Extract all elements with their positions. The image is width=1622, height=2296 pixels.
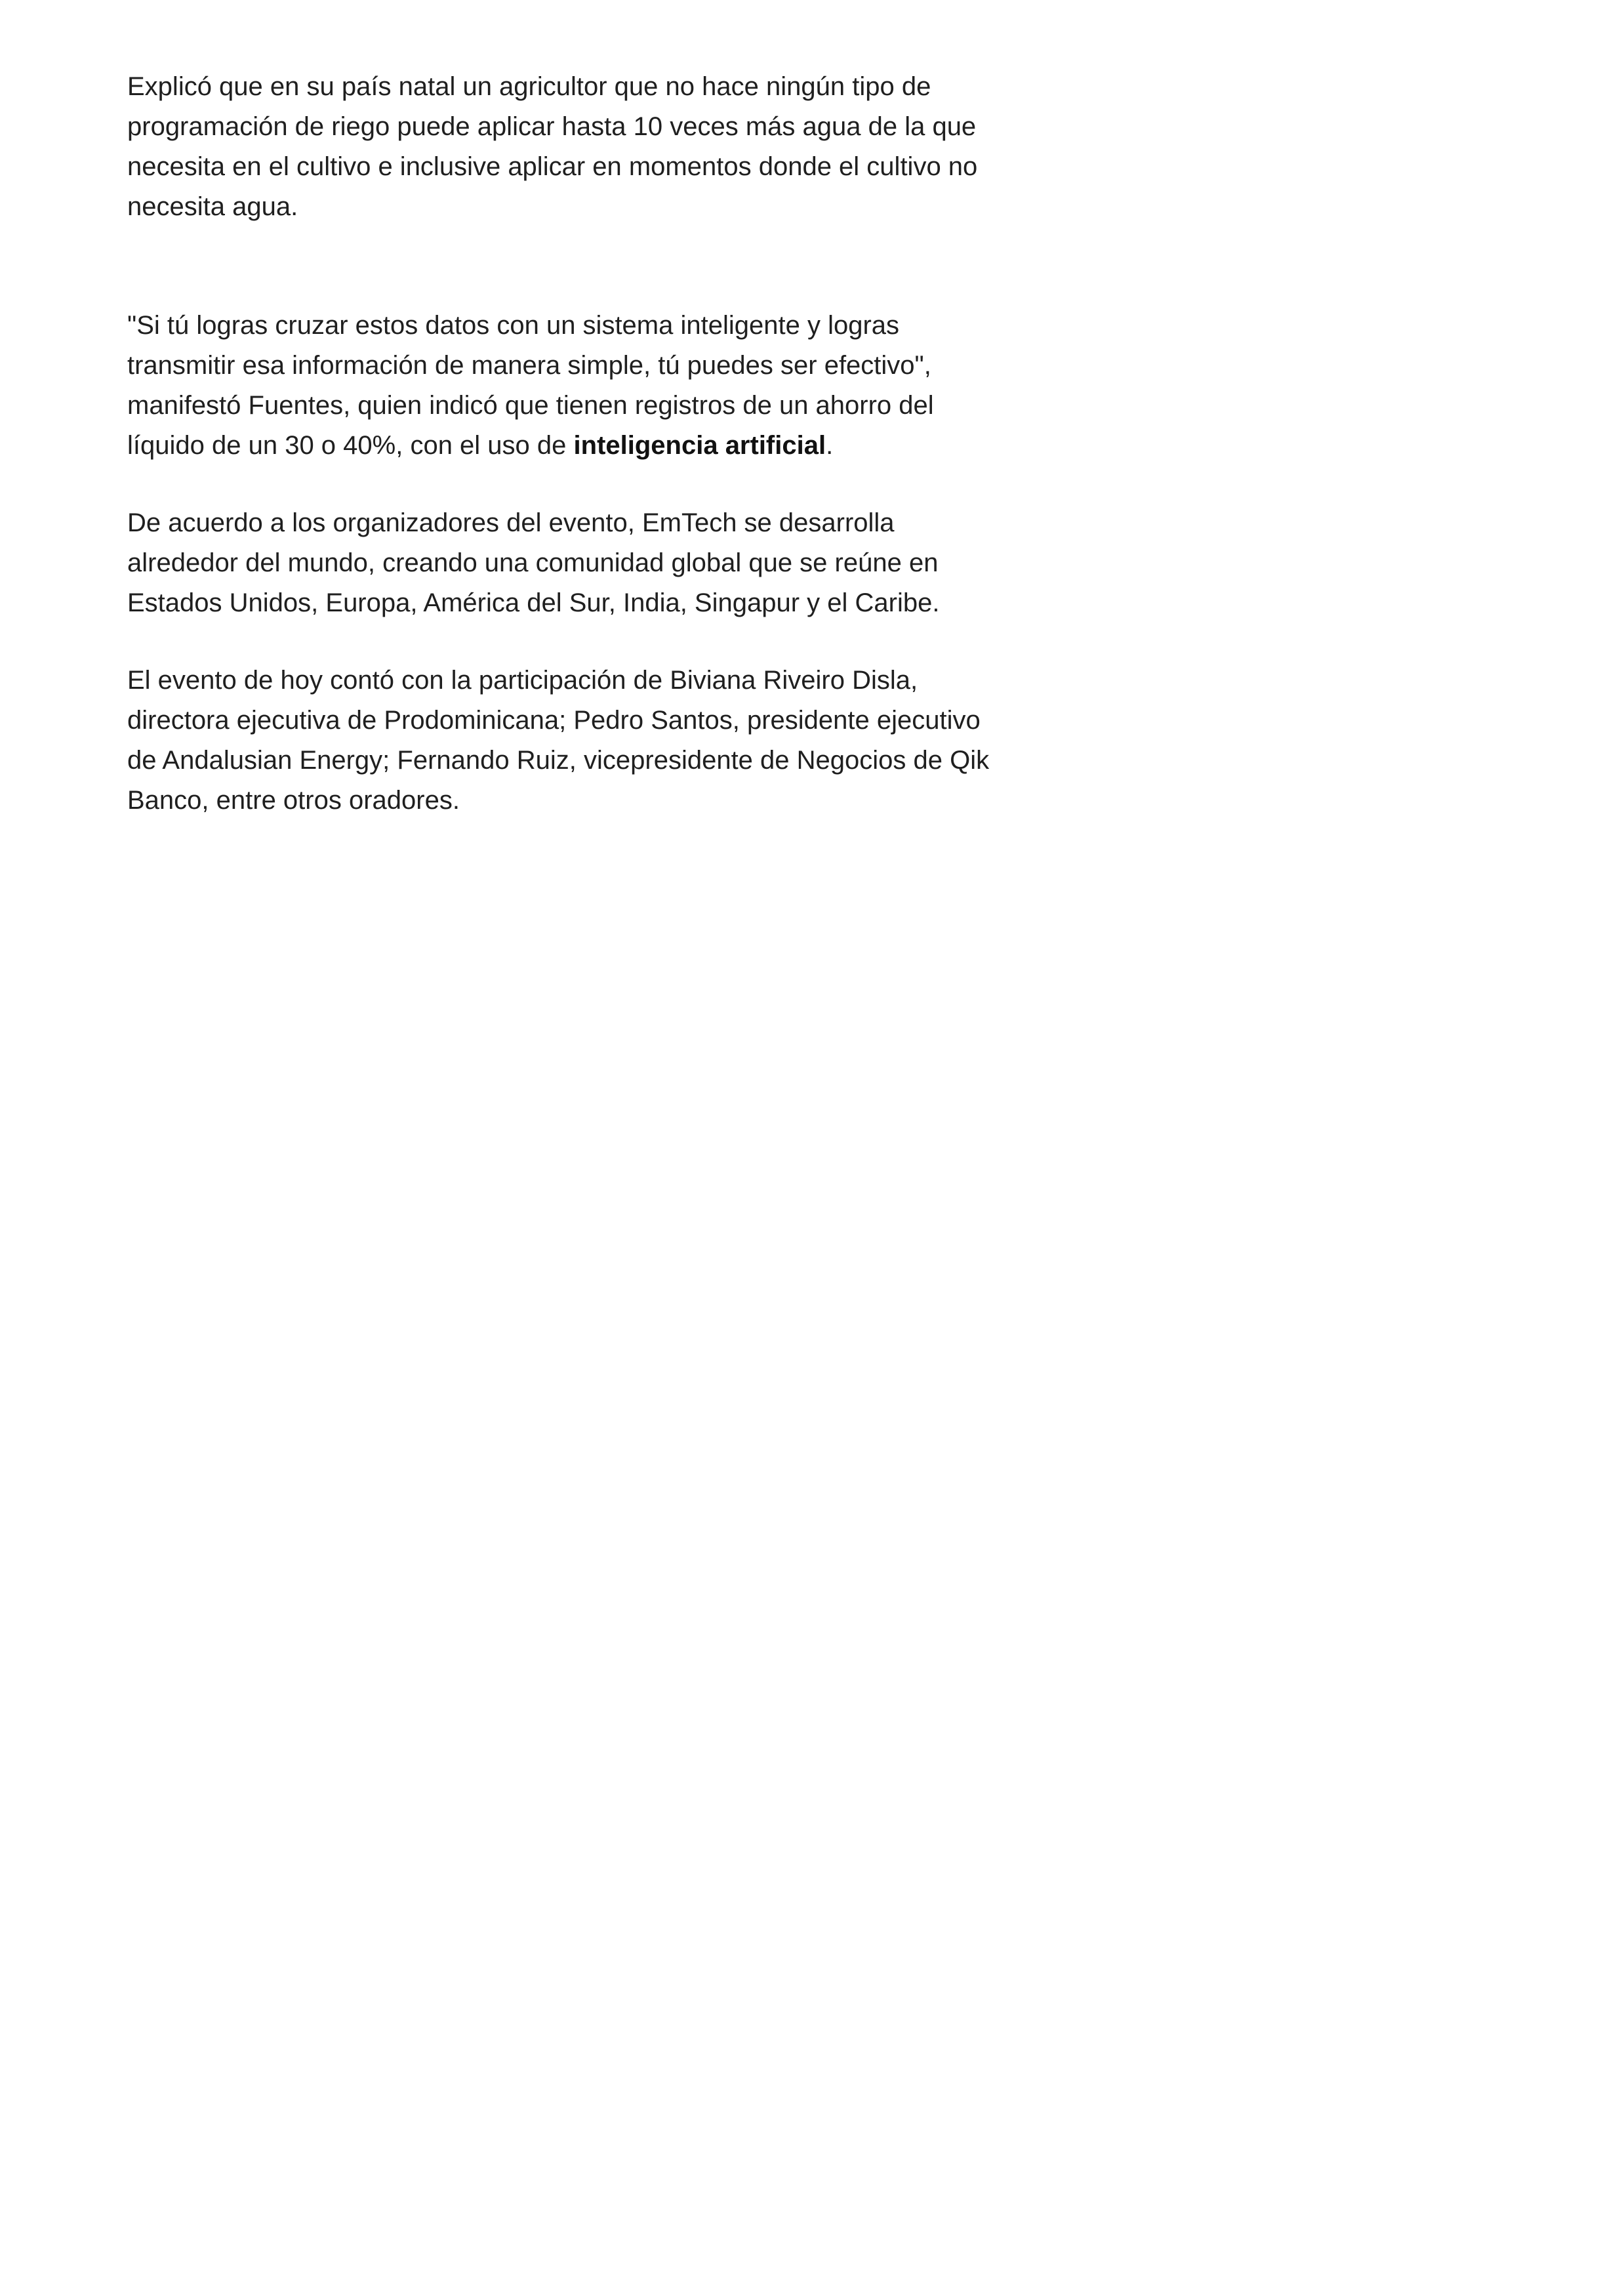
quote-end: . [826,431,834,460]
paragraph-irrigation: Explicó que en su país natal un agricultor que no hace ningún tipo de programación de riego puede aplicar hasta 10 veces más agua de la que necesita en el cultivo e inclusive aplicar en momentos donde el cultivo no necesita agua. [127,72,978,221]
article-body [127,67,1000,821]
ai-bold-text: inteligencia artificial [573,431,826,460]
paragraph-emtech: De acuerdo a los organizadores del evento, EmTech se desarrolla alrededor del mundo, creando una comunidad global que se reúne en Estados Unidos, Europa, América del Sur, India, Singapur y el Caribe. [127,508,940,617]
paragraph-participants: El evento de hoy contó con la participación de Biviana Riveiro Disla, directora ejecutiva de Prodominicana; Pedro Santos, presidente ejecutivo de Andalusian Energy; Fernando Ruiz, vicepresidente de Negocios de Qik Banco, entre otros oradores. [127,666,990,815]
paragraph-quote [127,306,1000,466]
quote-text: "Si tú logras cruzar estos datos con un sistema inteligente y logras transmitir esa información de manera simple, tú puedes ser efectivo", manifestó Fuentes, quien indicó que tienen registros de un ahorro del líquido de un 30 o 40%, con el uso de [127,311,934,460]
